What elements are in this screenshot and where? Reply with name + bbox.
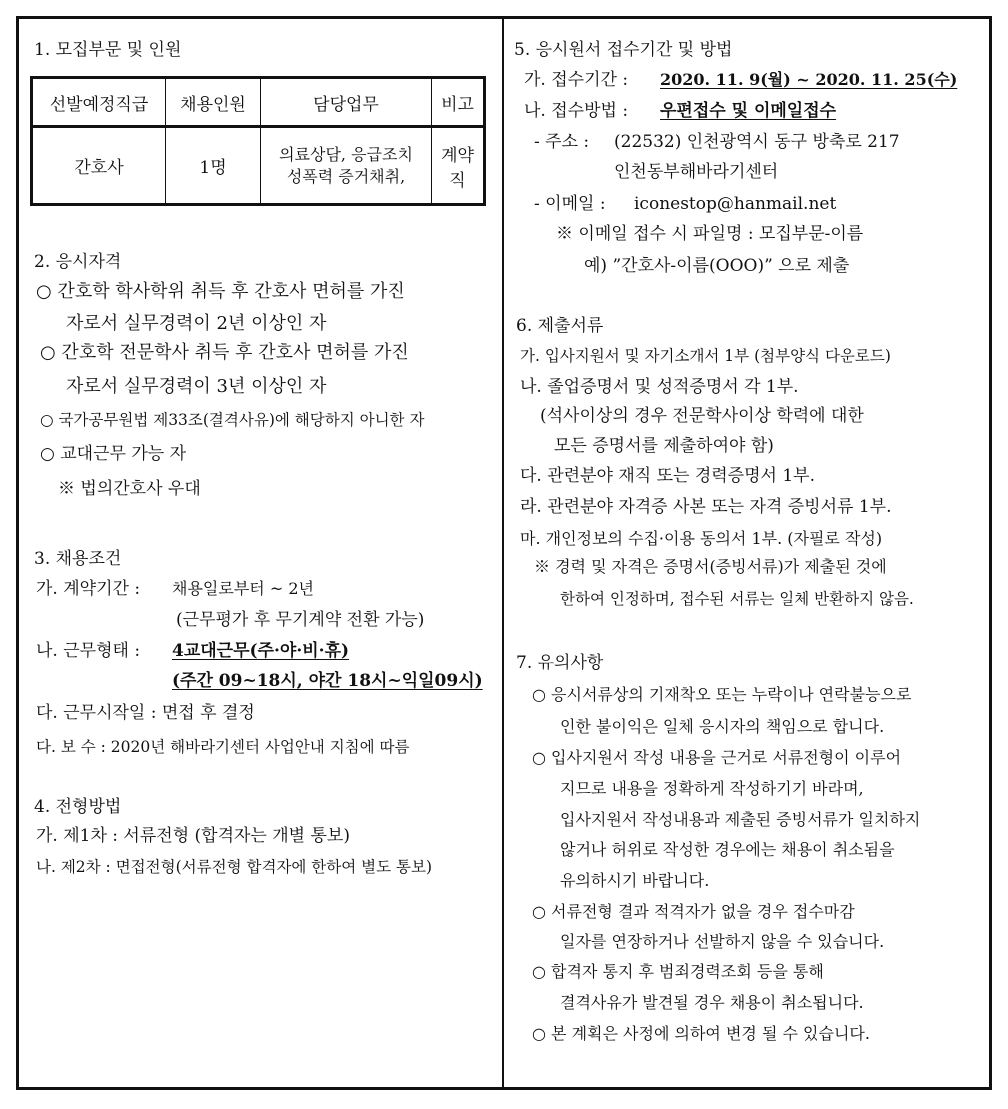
list-item: 자로서 실무경력이 2년 이상인 자 (66, 313, 327, 334)
duty-line-1: 의료상담, 응급조치 (279, 144, 413, 164)
duty-line-2: 성폭력 증거채취, (286, 166, 406, 186)
notice-item: 입사지원서 작성내용과 제출된 증빙서류가 일치하지 (560, 810, 921, 829)
shift-note: (주간 09~18시, 야간 18시~익일09시) (172, 671, 483, 691)
receipt-period-value: 2020. 11. 9(월) ~ 2020. 11. 25(수) (660, 70, 958, 89)
cell-count: 1명 (166, 127, 261, 205)
selection-step-2: 나. 제2차 : 면접전형(서류전형 합격자에 한하여 별도 통보) (36, 858, 433, 876)
notice-item: ○ 입사지원서 작성 내용을 근거로 서류전형이 이루어 (532, 748, 902, 767)
address-label: - 주소 : (534, 132, 590, 152)
list-item: ○ 국가공무원법 제33조(결격사유)에 해당하지 아니한 자 (40, 411, 425, 429)
table-header-row (32, 78, 485, 127)
receipt-period-label: 가. 접수기간 : (524, 70, 629, 90)
section-5-title: 5. 응시원서 접수기간 및 방법 (514, 40, 733, 60)
notice-item: ○ 서류전형 결과 적격자가 없을 경우 접수마감 (532, 902, 855, 921)
notice-item: ○ 합격자 통지 후 범죄경력조회 등을 통해 (532, 962, 824, 981)
document-note: 한하여 인정하며, 접수된 서류는 일체 반환하지 않음. (560, 590, 914, 608)
filename-example: 예) ”간호사-이름(OOO)” 으로 제출 (584, 256, 850, 276)
receipt-method-label: 나. 접수방법 : (524, 101, 629, 121)
list-item: ○ 간호학 학사학위 취득 후 간호사 면허를 가진 (36, 281, 405, 302)
selection-step-1: 가. 제1차 : 서류전형 (합격자는 개별 통보) (36, 826, 350, 846)
document-item: (석사이상의 경우 전문학사이상 학력에 대한 (540, 406, 864, 426)
cell-duty (261, 127, 432, 205)
section-3-title: 3. 채용조건 (34, 549, 122, 569)
receipt-method-value: 우편접수 및 이메일접수 (660, 101, 837, 121)
section-6-title: 6. 제출서류 (516, 316, 604, 336)
email-label: - 이메일 : (534, 194, 606, 214)
notice-item: ○ 응시서류상의 기재착오 또는 누락이나 연락불능으로 (532, 685, 912, 704)
preference-note: ※ 법의간호사 우대 (58, 479, 201, 499)
list-item: ○ 간호학 전문학사 취득 후 간호사 면허를 가진 (40, 342, 409, 363)
document-item: 라. 관련분야 자격증 사본 또는 자격 증빙서류 1부. (520, 497, 892, 517)
section-2-title: 2. 응시자격 (34, 252, 122, 272)
notice-item: 일자를 연장하거나 선발하지 않을 수 있습니다. (560, 932, 885, 951)
recruit-table (30, 76, 486, 206)
contract-period-label: 가. 계약기간 : (36, 579, 141, 599)
header-grade: 선발예정직급 (32, 78, 166, 127)
header-duty: 담당업무 (261, 78, 432, 127)
cell-grade: 간호사 (32, 127, 166, 205)
contract-period-note: (근무평가 후 무기계약 전환 가능) (176, 610, 425, 630)
section-7-title: 7. 유의사항 (516, 653, 604, 673)
document-note: ※ 경력 및 자격은 증명서(증빙서류)가 제출된 것에 (534, 557, 887, 576)
document-item: 모든 증명서를 제출하여야 함) (554, 436, 774, 456)
email-value: iconestop@hanmail.net (634, 194, 837, 214)
list-item: 자로서 실무경력이 3년 이상인 자 (66, 376, 327, 397)
section-4-title: 4. 전형방법 (34, 797, 122, 817)
notice-item: 않거나 허위로 작성한 경우에는 채용이 취소됨을 (560, 840, 895, 859)
notice-item: 인한 불이익은 일체 응시자의 책임으로 합니다. (560, 717, 885, 736)
shift-label: 나. 근무형태 : (36, 641, 141, 661)
notice-item: 유의하시기 바랍니다. (560, 871, 710, 890)
pay: 다. 보 수 : 2020년 해바라기센터 사업안내 지침에 따름 (36, 738, 410, 756)
filename-note: ※ 이메일 접수 시 파일명 : 모집부문-이름 (556, 224, 864, 244)
list-item: ○ 교대근무 가능 자 (40, 444, 186, 464)
contract-period-value: 채용일로부터 ~ 2년 (172, 579, 314, 598)
notice-item: ○ 본 계획은 사정에 의하여 변경 될 수 있습니다. (532, 1024, 870, 1043)
start-date: 다. 근무시작일 : 면접 후 결정 (36, 703, 255, 723)
column-divider (502, 16, 504, 1090)
table-row (32, 127, 485, 205)
address-line-1: (22532) 인천광역시 동구 방축로 217 (614, 132, 900, 152)
document-item: 가. 입사지원서 및 자기소개서 1부 (첨부양식 다운로드) (520, 347, 891, 365)
cell-note: 계약직 (432, 127, 485, 205)
document-item: 마. 개인정보의 수집·이용 동의서 1부. (자필로 작성) (520, 529, 883, 548)
shift-value: 4교대근무(주·야·비·휴) (172, 641, 350, 661)
document-item: 나. 졸업증명서 및 성적증명서 각 1부. (520, 377, 799, 397)
header-count: 채용인원 (166, 78, 261, 127)
notice-item: 지므로 내용을 정확하게 작성하기기 바라며, (560, 779, 864, 798)
header-note: 비고 (432, 78, 485, 127)
section-1-title: 1. 모집부문 및 인원 (34, 40, 182, 60)
document-item: 다. 관련분야 재직 또는 경력증명서 1부. (520, 466, 815, 486)
address-line-2: 인천동부해바라기센터 (614, 162, 779, 182)
notice-item: 결격사유가 발견될 경우 채용이 취소됩니다. (560, 993, 864, 1012)
